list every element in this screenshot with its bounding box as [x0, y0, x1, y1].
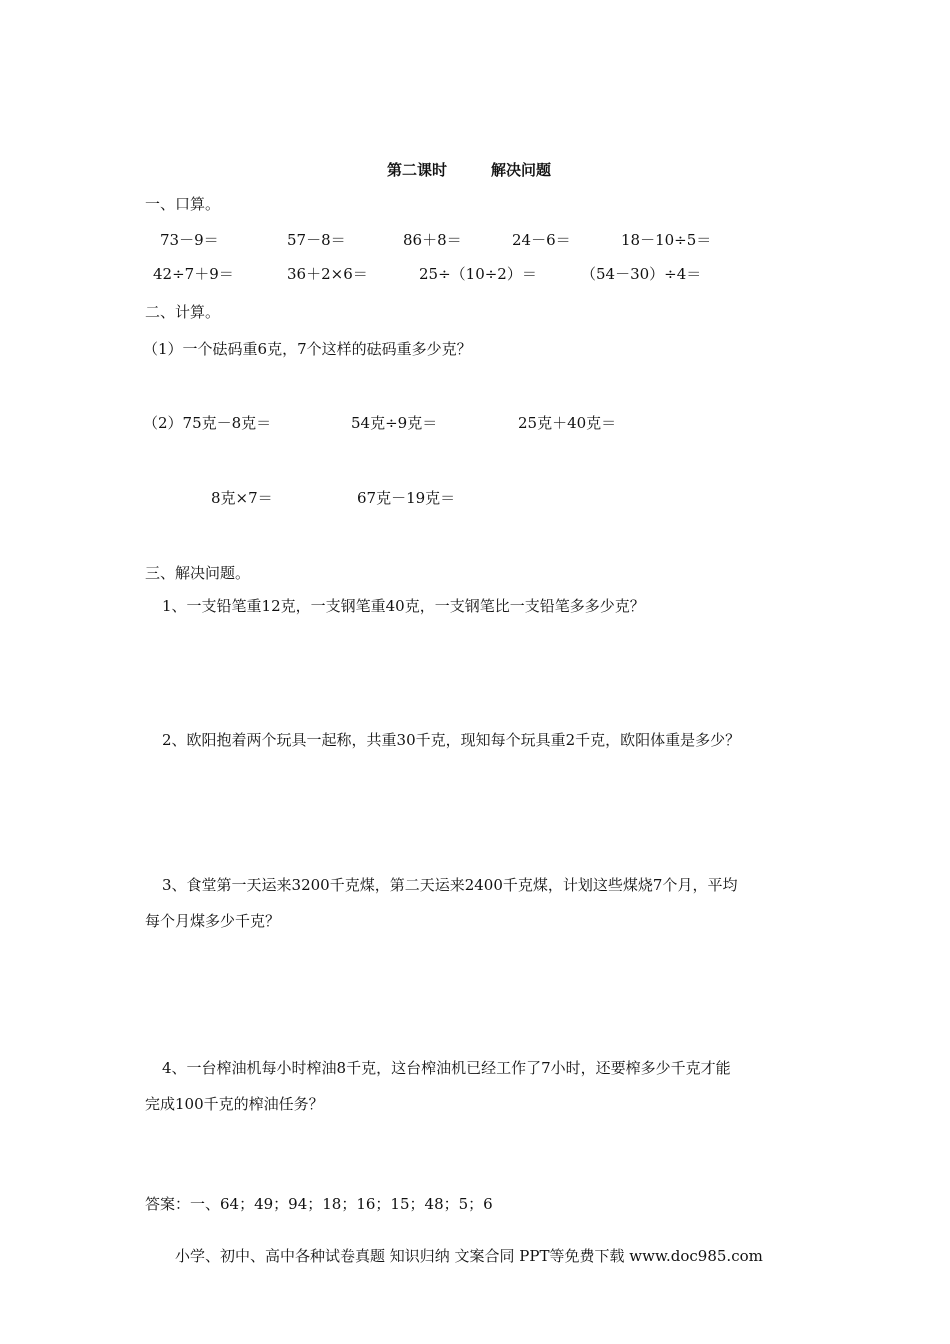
problem-2: 2、欧阳抱着两个玩具一起称，共重30千克，现知每个玩具重2千克，欧阳体重是多少？	[162, 731, 741, 749]
section3-heading: 三、解决问题。	[145, 564, 251, 582]
problem-4-line-1: 4、一台榨油机每小时榨油8千克，这台榨油机已经工作了7小时，还要榨多少千克才能	[162, 1059, 731, 1077]
mental-calc-6: 42÷7＋9＝	[153, 265, 234, 283]
mental-calc-2: 57－8＝	[287, 231, 346, 249]
footer-note: 小学、初中、高中各种试卷真题 知识归纳 文案合同 PPT等免费下载 www.doc985.com	[175, 1247, 763, 1265]
title-part-1: 第二课时	[387, 161, 448, 179]
answers: 答案：一、64；49；94；18；16；15；48；5；6	[145, 1195, 493, 1213]
calc-item-3: 25克＋40克＝	[518, 414, 617, 432]
mental-calc-9: （54－30）÷4＝	[581, 265, 702, 283]
section2-heading: 二、计算。	[145, 303, 221, 321]
problem-3-line-1: 3、食堂第一天运来3200千克煤，第二天运来2400千克煤，计划这些煤烧7个月，平均	[162, 876, 738, 894]
page-title	[387, 160, 551, 180]
problem-1: 1、一支铅笔重12克，一支钢笔重40克，一支钢笔比一支铅笔多多少克？	[162, 597, 645, 615]
calc-item-1: （2）75克－8克＝	[143, 414, 272, 432]
calc-item-2: 54克÷9克＝	[351, 414, 438, 432]
problem-3-line-2: 每个月煤多少千克？	[145, 912, 281, 930]
title-part-2: 解决问题	[491, 161, 552, 179]
problem-4-line-2: 完成100千克的榨油任务？	[145, 1095, 324, 1113]
calc-question-1: （1）一个砝码重6克，7个这样的砝码重多少克？	[143, 340, 472, 358]
mental-calc-8: 25÷（10÷2）＝	[419, 265, 537, 283]
mental-calc-1: 73－9＝	[160, 231, 219, 249]
mental-calc-3: 86＋8＝	[403, 231, 462, 249]
calc-item-5: 67克－19克＝	[357, 489, 456, 507]
mental-calc-4: 24－6＝	[512, 231, 571, 249]
section1-heading: 一、口算。	[145, 195, 221, 213]
mental-calc-7: 36＋2×6＝	[287, 265, 368, 283]
mental-calc-5: 18－10÷5＝	[621, 231, 712, 249]
calc-item-4: 8克×7＝	[211, 489, 273, 507]
